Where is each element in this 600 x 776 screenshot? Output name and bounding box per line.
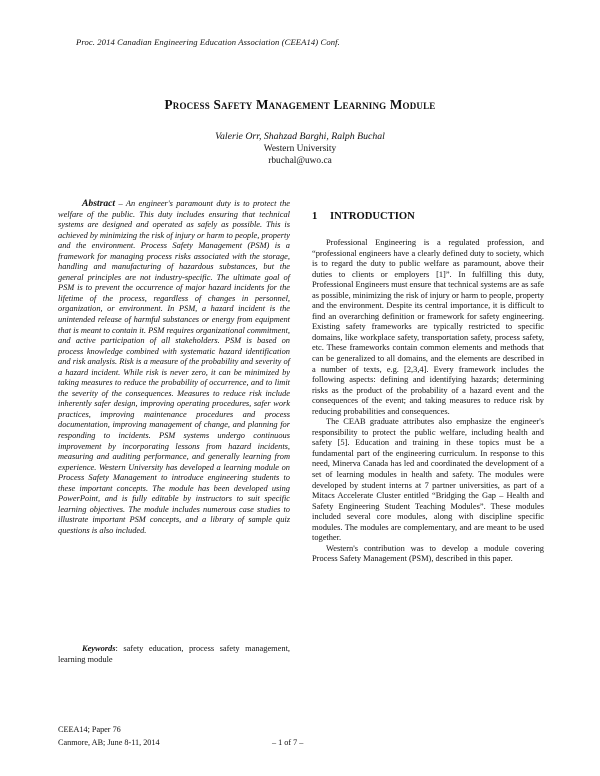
section-heading (312, 211, 415, 222)
author-affiliation: Western University (263, 144, 337, 154)
section-title: INTRODUCTION (330, 211, 415, 222)
page-number: – 1 of 7 – (272, 738, 304, 747)
body-paragraph: Western's contribution was to develop a module covering Process Safety Management (PSM), described in this paper. (312, 543, 544, 564)
keywords-label: Keywords (82, 644, 116, 653)
body-paragraph: The CEAB graduate attributes also emphasize the engineer's responsibility to protect the public welfare, including health and safety [5]. Education and training in these topics must be a fundamental part of the engineering curriculum. In response to this need, Minerva Canada has led and coordinated the development of a set of learning modules in health and safety. The modules were developed by student interns at 7 partner universities, as part of a Mitacs Accelerate Cluster entitled “Bridging the Gap – Health and Safety Engineering Student Teaching Modules”. These modules included several core modules, along with discipline specific modules. The modules are complementary, and are meant to be used together. (312, 417, 544, 543)
keywords-text: : safety education, process safety management, learning module (58, 644, 290, 664)
paper-authors: Valerie Orr, Shahzad Barghi, Ralph Buchal (215, 131, 385, 142)
body-paragraph: Professional Engineering is a regulated profession, and “professional engineers have a clearly defined duty to society, which is to regard the duty to public welfare as paramount, above their duties to clients or employers [1]”. In fulfilling this duty, Professional Engineers must ensure that technical systems are as safe as possible, minimizing the risk of injury or harm to people, property and the environment. Despite its central importance, it is difficult to find an overarching definition or framework for safety engineering. Existing safety frameworks are typically restricted to specific domains, like workplace safety, transportation safety, process safety, etc. These frameworks contain common elements and methods that can be generalized to all domains, and the elements are described in a number of texts, e.g. [2,3,4]. Every framework includes the following aspects: defining and identifying hazards; determining risks as the product of the probability of a hazard event and the consequences of the event; and taking measures to reduce risk by reducing probabilities and consequences. (312, 238, 544, 416)
footer-location-date: Canmore, AB; June 8-11, 2014 (58, 738, 160, 747)
abstract-label: Abstract (82, 198, 116, 209)
author-email: rbuchal@uwo.ca (268, 156, 332, 166)
abstract (58, 199, 290, 537)
footer-paper-id: CEEA14; Paper 76 (58, 725, 121, 734)
paper-title: Process Safety Management Learning Module (164, 97, 436, 112)
abstract-text: – An engineer's paramount duty is to protect the welfare of the public. This duty includes ensuring that technical systems are designed and operated as safely as possible. This is achieved by minimizing the risk of injury or harm to people, property and the environment. Process Safety Management (PSM) is a framework for managing process risks associated with the storage, handling and manufacturing of hazardous substances, but the general principles are not industry-specific. The ultimate goal of PSM is to prevent the occurrence of major hazard incidents for the lifetime of the process, regardless of changes in personnel, organization, or environment. In PSM, a hazard incident is the unintended release of harmful substances or energy from equipment that is meant to contain it. PSM requires organizational commitment, and active participation of all stakeholders. PSM is based on process knowledge combined with systematic hazard identification and risk analysis. Risk is a measure of the probability and severity of a hazard incident. While risk is never zero, it can be minimized by taking measures to reduce the probability of occurrence, and to limit the severity of the consequences. Measures to reduce risk include inherently safer design, improving operating procedures, safer work practices, improving maintenance procedures and process documentation, improving management of change, and planning for responding to incidents. PSM systems undergo continuous improvement by incorporating lessons from hazard incidents, measuring and auditing performance, and generally learning from experience. Western University has developed a learning module on Process Safety Management to introduce engineering students to these important concepts. The module has been developed using PowerPoint, and is fully editable by instructors to suit specific learning objectives. The module includes numerous case studies to illustrate important PSM concepts, and a library of sample quiz questions is also included. (58, 199, 290, 535)
section-body (312, 238, 544, 565)
section-number: 1 (312, 211, 318, 222)
running-header: Proc. 2014 Canadian Engineering Education Association (CEEA14) Conf. (76, 37, 340, 47)
keywords (58, 644, 290, 665)
